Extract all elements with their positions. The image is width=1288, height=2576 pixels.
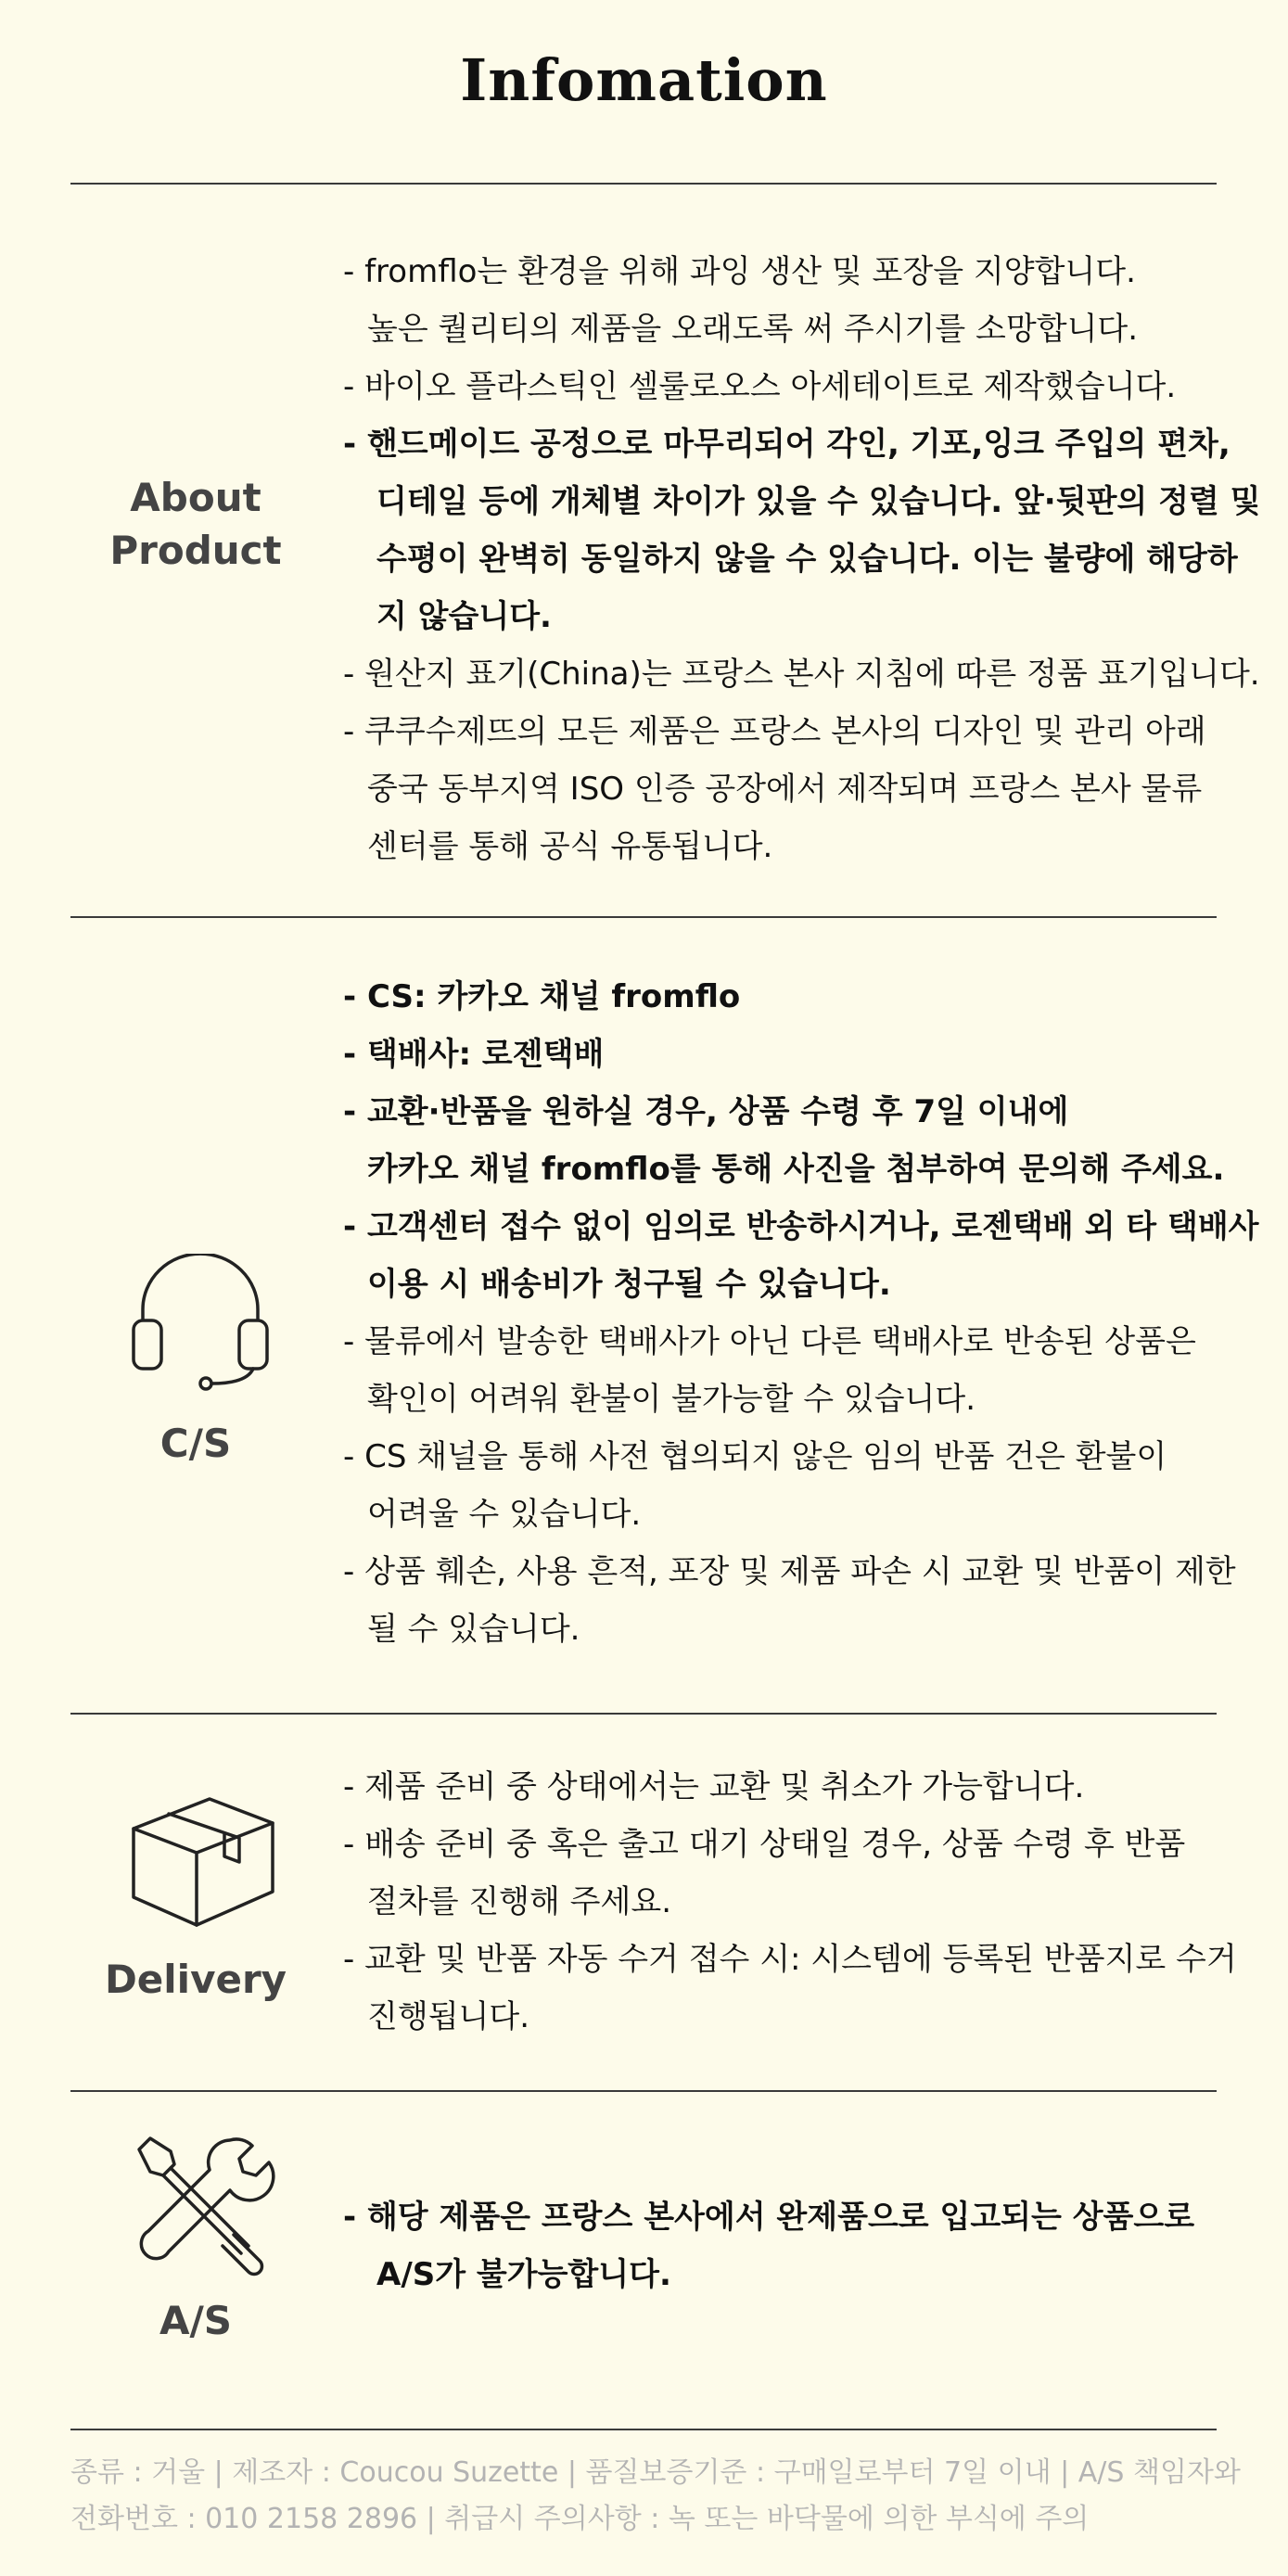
delivery-line: 절차를 진행해 주세요. <box>367 1883 672 1920</box>
about-line: 지 않습니다. <box>376 598 552 635</box>
as-line: - 해당 제품은 프랑스 본사에서 완제품으로 입고되는 상품으로 <box>343 2199 1195 2236</box>
about-line: 디테일 등에 개체별 차이가 있을 수 있습니다. 앞·뒷판의 정렬 및 <box>376 483 1261 520</box>
cs-line: - CS: 카카오 채널 fromflo <box>343 978 741 1015</box>
delivery-content <box>343 1758 1237 2046</box>
cs-line: 카카오 채널 fromflo를 통해 사진을 첨부하여 문의해 주세요. <box>367 1151 1225 1188</box>
about-line: - fromflo는 환경을 위해 과잉 생산 및 포장을 지양합니다. <box>343 253 1136 290</box>
about-line: 센터를 통해 공식 유통됩니다. <box>367 828 773 865</box>
as-label: A/S <box>159 2298 233 2343</box>
box-icon <box>126 1790 280 1929</box>
cs-line: - 고객센터 접수 없이 임의로 반송하시거나, 로젠택배 외 타 택배사 <box>343 1208 1259 1245</box>
cs-line: - 택배사: 로젠택배 <box>343 1036 605 1073</box>
product-info-footer <box>70 2450 1241 2543</box>
about-line: - 핸드메이드 공정으로 마무리되어 각인, 기포,잉크 주입의 편차, <box>343 426 1231 463</box>
cs-content <box>343 968 1259 1658</box>
divider <box>70 916 1217 918</box>
delivery-label: Delivery <box>104 1957 287 2002</box>
delivery-line: - 교환 및 반품 자동 수거 접수 시: 시스템에 등록된 반품지로 수거 <box>343 1941 1237 1978</box>
delivery-line: 진행됩니다. <box>367 1998 530 2035</box>
about-line: 수평이 완벽히 동일하지 않을 수 있습니다. 이는 불량에 해당하 <box>376 541 1238 578</box>
about-product-label: About Product <box>109 475 282 573</box>
footer-line: 종류 : 거울 | 제조자 : Coucou Suzette | 품질보증기준 : 구매일로부터 7일 이내 | A/S 책임자와 <box>70 2456 1241 2489</box>
tools-icon <box>130 2131 278 2279</box>
headset-icon <box>126 1254 274 1393</box>
delivery-line: - 배송 준비 중 혹은 출고 대기 상태일 경우, 상품 수령 후 반품 <box>343 1826 1186 1863</box>
cs-line: 될 수 있습니다. <box>367 1611 580 1648</box>
about-line: - 원산지 표기(China)는 프랑스 본사 지침에 따른 정품 표기입니다. <box>343 656 1260 693</box>
cs-line: - 교환·반품을 원하실 경우, 상품 수령 후 7일 이내에 <box>343 1093 1069 1130</box>
about-line: 높은 퀄리티의 제품을 오래도록 써 주시기를 소망합니다. <box>367 311 1139 348</box>
cs-line: - 물류에서 발송한 택배사가 아닌 다른 택배사로 반송된 상품은 <box>343 1323 1196 1360</box>
divider <box>70 2090 1217 2092</box>
as-content <box>343 2188 1224 2303</box>
divider <box>70 1713 1217 1715</box>
delivery-line: - 제품 준비 중 상태에서는 교환 및 취소가 가능합니다. <box>343 1768 1085 1805</box>
cs-line: 어려울 수 있습니다. <box>367 1496 642 1533</box>
about-line: - 쿠쿠수제뜨의 모든 제품은 프랑스 본사의 디자인 및 관리 아래 <box>343 713 1206 750</box>
cs-label: C/S <box>159 1421 232 1466</box>
about-line: - 바이오 플라스틱인 셀룰로오스 아세테이트로 제작했습니다. <box>343 368 1177 405</box>
cs-line: 이용 시 배송비가 청구될 수 있습니다. <box>367 1266 891 1303</box>
about-line: 중국 동부지역 ISO 인증 공장에서 제작되며 프랑스 본사 물류 <box>367 771 1203 808</box>
as-line: A/S가 불가능합니다. <box>376 2256 671 2293</box>
cs-line: - CS 채널을 통해 사전 협의되지 않은 임의 반품 건은 환불이 <box>343 1438 1167 1475</box>
page-title: Infomation <box>460 46 828 114</box>
about-product-content <box>343 243 1261 875</box>
footer-line: 전화번호 : 010 2158 2896 | 취급시 주의사항 : 녹 또는 바닥물에 의한 부식에 주의 <box>70 2503 1090 2535</box>
cs-line: - 상품 훼손, 사용 흔적, 포장 및 제품 파손 시 교환 및 반품이 제한 <box>343 1553 1236 1590</box>
cs-line: 확인이 어려워 환불이 불가능할 수 있습니다. <box>367 1381 976 1418</box>
divider <box>70 183 1217 185</box>
divider <box>70 2429 1217 2430</box>
